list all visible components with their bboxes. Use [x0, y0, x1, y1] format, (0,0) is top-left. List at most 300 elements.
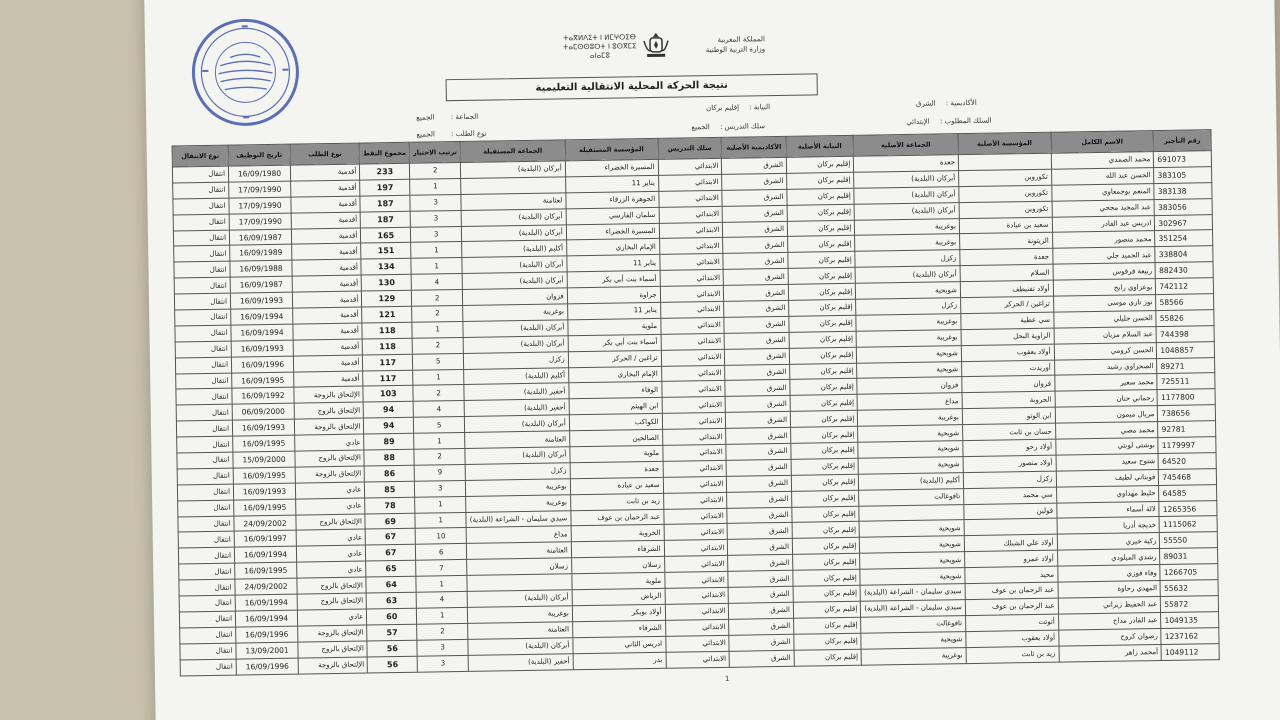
table-cell: ادريس الثاني [573, 636, 666, 653]
table-cell: أكليم (البلدية) [462, 240, 567, 258]
table-cell: انتقال [173, 182, 229, 199]
table-cell: إقليم بركان [787, 220, 855, 237]
table-cell: انتقال [178, 516, 234, 533]
table-cell: الشرق [725, 380, 790, 397]
table-cell: الإلتحاق بالزوج [295, 450, 365, 467]
table-cell: 3 [417, 655, 468, 672]
table-cell [859, 504, 964, 522]
table-cell: 16/09/1994 [231, 324, 293, 341]
teaching-level-label: سلك التدريس : [719, 122, 766, 131]
table-cell: الحسن كرومي [1054, 342, 1157, 360]
table-cell: إقليم بركان [791, 474, 859, 491]
table-cell: الابتدائي [661, 381, 725, 398]
table-cell: أبركان (البلدية) [462, 224, 567, 242]
table-cell: الابتدائي [660, 270, 724, 287]
table-cell: الإلتحاق بالزوج [298, 641, 368, 658]
table-cell: شويحية [861, 631, 966, 649]
table-cell: قولين [964, 503, 1057, 520]
table-cell: زسلان [571, 557, 664, 574]
table-cell: 2 [412, 290, 463, 307]
table-cell: 88 [364, 449, 414, 466]
table-cell: ملوية [570, 445, 663, 462]
table-cell: انتقال [175, 357, 231, 374]
table-cell: الشرق [722, 173, 787, 190]
table-cell: الحسن عبد الله [1051, 167, 1154, 185]
table-cell: 2 [413, 385, 464, 402]
column-header: الأكاديمية الأصلية [721, 136, 786, 158]
table-cell: سي محمد [963, 487, 1056, 504]
table-cell: انتقال [172, 166, 228, 183]
table-cell: ربيعة قرقوس [1053, 263, 1156, 281]
table-cell: الابتدائي [664, 571, 728, 588]
table-cell: 1 [415, 496, 466, 513]
table-cell: أبركان (البلدية) [854, 186, 959, 204]
table-cell: أبركان (البلدية) [461, 161, 566, 179]
table-cell: 1265356 [1159, 500, 1217, 517]
table-cell: الحروبة [962, 392, 1055, 409]
table-cell: أكليم (البلدية) [859, 472, 964, 490]
table-cell: إقليم بركان [789, 331, 857, 348]
table-cell: عادي [295, 434, 365, 451]
table-cell: 165 [361, 227, 411, 244]
table-cell: عادي [296, 545, 366, 562]
header-tifinagh: ⵜⴰⴳⵍⴷⵉⵜ ⵏ ⵍⵎⵖⵔⵉⴱ ⵜⴰⵎⵙⵙⵓⵔⵜ ⵏ ⵓⵙⴳⵎⵉ ⴰⵏⴰⵎⵓ [563, 33, 637, 60]
table-cell: زكية خيري [1057, 533, 1160, 551]
table-cell: محمد منصور [1052, 231, 1155, 249]
table-cell: الشرق [729, 634, 794, 651]
table-cell: إقليم بركان [787, 172, 855, 189]
table-cell: الشرق [728, 586, 793, 603]
table-cell: عادي [297, 609, 367, 626]
academy-value: الشرق [915, 99, 936, 108]
table-cell [461, 177, 566, 195]
table-cell: انتقال [177, 484, 233, 501]
table-cell: الخروبة [571, 525, 664, 542]
table-cell: سي عطية [961, 312, 1054, 329]
table-cell: تافوغالت [861, 615, 966, 633]
table-cell: الابتدائي [665, 635, 729, 652]
table-cell: زكزل [464, 351, 569, 369]
table-cell: سعيد بن عبادة [959, 217, 1052, 234]
table-cell: 16/09/1995 [233, 435, 295, 452]
table-cell: زسلان [467, 558, 572, 576]
results-table [172, 129, 1220, 676]
table-cell: عبد الرحمان بن عوف [965, 582, 1058, 599]
table-cell: انتقال [179, 579, 235, 596]
table-cell: انتقال [174, 277, 230, 294]
table-cell: بوغريبة [466, 479, 571, 497]
table-cell: الشرق [726, 459, 791, 476]
table-cell: انتقال [180, 627, 236, 644]
column-header: تاريخ التوظيف [228, 144, 290, 166]
table-cell: عبد القادر مداح [1058, 612, 1161, 630]
table-cell: 117 [363, 370, 413, 387]
table-cell: 16/09/1993 [230, 292, 292, 309]
table-cell: إقليم بركان [790, 411, 858, 428]
table-cell: شويحية [857, 361, 962, 379]
commune-label: الجماعة : [450, 112, 479, 122]
table-cell: 16/09/1995 [234, 499, 296, 516]
table-cell: 1 [413, 369, 464, 386]
table-cell: بوغريبة [855, 234, 960, 252]
table-cell: تافوغالت [859, 488, 964, 506]
table-cell: شويحية [857, 345, 962, 363]
table-cell: 13/09/2001 [236, 642, 298, 659]
table-cell: 55550 [1160, 532, 1218, 549]
column-header: سلك التدريس [658, 137, 722, 159]
table-cell: 06/09/2000 [232, 403, 294, 420]
commune-field [416, 113, 478, 122]
table-cell: 16/09/1980 [228, 165, 290, 182]
table-cell: الإلتحاق بالزوج [296, 514, 366, 531]
table-cell: 16/09/1994 [234, 546, 296, 563]
table-cell: الابتدائي [658, 174, 722, 191]
table-cell: محمد الصمدي [1051, 152, 1154, 170]
table-cell: إقليم بركان [793, 601, 861, 618]
table-cell: الوفاء [569, 382, 662, 399]
table-cell: شويحية [859, 520, 964, 538]
table-cell: 2 [410, 162, 461, 179]
table-cell: 738656 [1158, 405, 1216, 422]
table-cell: إقليم بركان [787, 204, 855, 221]
table-cell: الإلتحاق بالزوج [297, 577, 367, 594]
table-cell: انتقال [176, 420, 232, 437]
table-cell: 16/09/1988 [230, 260, 292, 277]
table-cell: 94 [364, 402, 414, 419]
table-cell: 103 [363, 386, 413, 403]
table-cell: 725511 [1157, 373, 1215, 390]
table-cell: 882430 [1155, 262, 1213, 279]
table-cell: 187 [360, 195, 410, 212]
table-cell: أبركان (البلدية) [465, 447, 570, 465]
table-cell: الابتدائي [660, 285, 724, 302]
table-cell: وفاء فوزي [1057, 565, 1160, 583]
table-cell: الابتدائي [659, 254, 723, 271]
table-cell: 744398 [1156, 325, 1214, 342]
table-cell: 16/09/1995 [235, 562, 297, 579]
table-cell: 383138 [1154, 182, 1212, 199]
table-cell: إقليم بركان [788, 268, 856, 285]
table-cell: فزوان [463, 288, 568, 306]
table-cell: 1 [411, 258, 462, 275]
table-cell: إقليم بركان [788, 236, 856, 253]
table-cell: حسان بن ثابت [962, 423, 1055, 440]
table-cell: رشدي الميلودي [1057, 549, 1160, 567]
table-cell: انتقال [176, 373, 232, 390]
table-cell: أبركان (البلدية) [461, 208, 566, 226]
table-cell [467, 574, 572, 592]
table-cell: 55826 [1156, 310, 1214, 327]
table-cell: 742112 [1156, 278, 1214, 295]
table-cell: انتقال [178, 500, 234, 517]
table-cell: 1048857 [1157, 341, 1215, 358]
table-cell: إقليم بركان [792, 538, 860, 555]
table-cell: الابتدائي [665, 619, 729, 636]
table-cell: الشرق [729, 650, 794, 667]
table-cell: 4 [411, 274, 462, 291]
table-cell: 197 [360, 179, 410, 196]
table-cell: انتقال [177, 436, 233, 453]
table-cell [958, 153, 1051, 170]
table-cell: أولاد يعقوب [966, 630, 1059, 647]
table-cell: 3 [417, 639, 468, 656]
academy-label: الأكاديمية : [945, 98, 977, 108]
table-cell: الابتدائي [665, 587, 729, 604]
table-cell: الابتدائي [664, 524, 728, 541]
table-cell: 1179997 [1158, 437, 1216, 454]
table-cell: 67 [366, 529, 416, 546]
table-cell: عبد الحفيظ زيراني [1058, 596, 1161, 614]
table-cell: أحفير (البلدية) [464, 383, 569, 401]
table-cell: 16/09/1997 [234, 531, 296, 548]
table-cell: 5 [414, 417, 465, 434]
table-cell: 64 [366, 576, 416, 593]
table-cell: بوغريبة [855, 218, 960, 236]
table-cell: إقليم بركان [793, 585, 861, 602]
table-cell: الزيتونة [959, 233, 1052, 250]
table-cell: الشرق [722, 205, 787, 222]
table-cell: 4 [416, 591, 467, 608]
table-cell: 1177800 [1157, 389, 1215, 406]
table-cell: أسماء بنت أبي بكر [567, 271, 660, 288]
table-cell: انتقال [177, 452, 233, 469]
table-cell: أحفير (البلدية) [464, 399, 569, 417]
table-cell: الشرق [724, 284, 789, 301]
table-cell: ابن الوتو [962, 407, 1055, 424]
table-cell: انتقال [173, 214, 229, 231]
table-cell: انتقال [175, 309, 231, 326]
table-cell: الابتدائي [661, 365, 725, 382]
table-cell: أحفير (البلدية) [468, 653, 573, 671]
table-cell: أقدمية [292, 291, 362, 308]
table-cell: انتقال [180, 659, 236, 676]
table-cell: 118 [362, 322, 412, 339]
request-type-value: الجميع [416, 130, 435, 139]
table-cell: الابتدائي [661, 333, 725, 350]
table-cell: أسماء بنت أبي بكر [568, 334, 661, 351]
table-cell: شويحية [860, 568, 965, 586]
table-cell: انتقال [179, 595, 235, 612]
table-cell: إقليم بركان [793, 554, 861, 571]
table-cell: عبد الحميد جلي [1052, 247, 1155, 265]
table-cell: الشرفاء [571, 541, 664, 558]
column-header: الاسم الكامل [1051, 131, 1154, 154]
table-cell: انتقال [174, 246, 230, 263]
table-cell: عادي [295, 482, 365, 499]
column-header: رقم التأجير [1153, 130, 1211, 152]
printed-page [144, 0, 1280, 720]
table-cell: أقدمية [293, 307, 363, 324]
table-cell: 2 [417, 623, 468, 640]
table-cell: 3 [415, 480, 466, 497]
table-cell: 69 [365, 513, 415, 530]
table-cell: إقليم بركان [786, 156, 854, 173]
table-cell: انتقال [175, 341, 231, 358]
table-cell: 383105 [1154, 167, 1212, 184]
table-cell: خديجة أدريا [1057, 517, 1160, 535]
commune-value: الجميع [416, 113, 435, 122]
table-cell: عبد السلام مزيان [1054, 326, 1157, 344]
delegation-field [706, 103, 770, 112]
table-cell: بوغريبة [468, 606, 573, 624]
table-cell: أقدمية [291, 228, 361, 245]
table-cell: الابتدائي [663, 508, 727, 525]
table-cell: سعيد بن عبادة [570, 477, 663, 494]
table-cell: الصحراوي رشيد [1054, 358, 1157, 376]
table-cell: المنعم بوجمعاوي [1051, 183, 1154, 201]
table-cell: جراوة [567, 286, 660, 303]
table-cell: 1 [411, 242, 462, 259]
table-cell: انتقال [179, 611, 235, 628]
table-cell: الإلتحاق بالزوجة [294, 418, 364, 435]
table-cell: إقليم بركان [791, 426, 859, 443]
table-cell: 745468 [1159, 468, 1217, 485]
table-cell: أقدمية [292, 243, 362, 260]
table-cell: 1 [410, 178, 461, 195]
table-cell: 7 [416, 560, 467, 577]
required-level-field [906, 117, 992, 126]
table-cell: ادريس عبد القادر [1052, 215, 1155, 233]
table-cell: سيدي سليمان - الشراعة (البلدية) [466, 510, 571, 528]
table-cell: الصالحين [569, 429, 662, 446]
table-cell: أبركان (البلدية) [854, 171, 959, 189]
table-cell: 1 [412, 321, 463, 338]
table-cell: جعدة [960, 249, 1053, 266]
table-cell: لالة أسماء [1056, 501, 1159, 519]
table-cell: إقليم بركان [794, 649, 862, 666]
table-cell: ملوية [568, 318, 661, 335]
table-cell: إقليم بركان [792, 506, 860, 523]
table-cell: أولاد تفنيطف [960, 280, 1053, 297]
table-cell: 58566 [1156, 294, 1214, 311]
table-cell: 64520 [1158, 453, 1216, 470]
table-cell: 86 [365, 465, 415, 482]
table-cell: 89271 [1157, 357, 1215, 374]
teaching-level-value: الجميع [691, 123, 710, 132]
table-cell: 117 [363, 354, 413, 371]
table-cell: إقليم بركان [794, 633, 862, 650]
table-cell: سلمان الفارسي [566, 207, 659, 224]
table-cell: الشرق [725, 396, 790, 413]
table-cell: محيد [965, 566, 1058, 583]
table-cell: فزوان [857, 377, 962, 395]
table-cell: 16/09/1996 [236, 658, 298, 675]
page-number: 1 [724, 674, 730, 683]
table-cell: رحماني حنان [1055, 390, 1158, 408]
table-cell: الابتدائي [660, 317, 724, 334]
table-cell: الشرق [729, 618, 794, 635]
table-cell: إقليم بركان [788, 283, 856, 300]
table-cell: الشرق [724, 332, 789, 349]
table-cell: أقدمية [292, 275, 362, 292]
table-cell: الشرق [724, 316, 789, 333]
table-cell: الابتدائي [658, 158, 722, 175]
table-cell: أولاد بوبكر [572, 604, 665, 621]
table-cell: أقدمية [291, 212, 361, 229]
table-cell: يناير 11 [567, 302, 660, 319]
table-cell: ابن الهيثم [569, 398, 662, 415]
table-cell: إقليم بركان [791, 442, 859, 459]
table-cell: الزاوية البحل [961, 328, 1054, 345]
table-cell: شويحية [860, 552, 965, 570]
table-cell: شويحية [856, 282, 961, 300]
table-cell: أولاد منصور [963, 455, 1056, 472]
table-cell: إقليم بركان [789, 315, 857, 332]
table-cell: 94 [364, 417, 414, 434]
table-cell: إقليم بركان [790, 395, 858, 412]
table-cell: 17/09/1990 [229, 213, 291, 230]
table-cell: مداغ [857, 393, 962, 411]
table-cell: بوغريبة [463, 304, 568, 322]
table-cell: انتقال [177, 468, 233, 485]
table-cell: 1 [415, 512, 466, 529]
table-cell: 16/09/1994 [235, 610, 297, 627]
table-cell: 56 [367, 640, 417, 657]
table-cell: الشرق [725, 364, 790, 381]
table-cell: إقليم بركان [787, 188, 855, 205]
table-cell: 16/09/1995 [232, 372, 294, 389]
table-cell: تكوروين [959, 185, 1052, 202]
table-cell: الشرق [727, 523, 792, 540]
table-cell: ملوية [572, 572, 665, 589]
table-cell: الإلتحاق بالزوج [297, 593, 367, 610]
table-cell: شويحية [858, 457, 963, 475]
table-cell: محمد مصي [1055, 422, 1158, 440]
table-cell: رضوان كروح [1058, 628, 1161, 646]
table-cell: 16/09/1994 [235, 594, 297, 611]
coat-of-arms-icon [641, 31, 671, 61]
column-header: الجماعة المستقبلة [460, 140, 565, 163]
table-cell: أوريدت [961, 360, 1054, 377]
table-cell: عادي [296, 529, 366, 546]
column-header: نوع الطلب [290, 143, 360, 165]
column-header: المؤسسة الأصلية [958, 132, 1051, 154]
table-cell: أولاد رحو [963, 439, 1056, 456]
table-cell: الابتدائي [659, 206, 723, 223]
table-cell: زكزل [855, 250, 960, 268]
table-cell: 16/09/1993 [232, 419, 294, 436]
kingdom-label: المملكة المغربية [717, 35, 766, 44]
table-cell: 351254 [1155, 230, 1213, 247]
table-cell: بوغريبة [856, 329, 961, 347]
table-cell: 16/09/1996 [231, 356, 293, 373]
table-cell: 16/09/1995 [233, 467, 295, 484]
table-cell: 2 [412, 305, 463, 322]
table-cell: الإلتحاق بالزوجة [298, 625, 368, 642]
table-cell: الابتدائي [662, 397, 726, 414]
teaching-level-field [691, 122, 765, 131]
table-cell: جعدة [570, 461, 663, 478]
table-cell: 16/09/1992 [232, 388, 294, 405]
table-cell: 1115062 [1159, 516, 1217, 533]
table-cell: الإمام البخاري [566, 239, 659, 256]
table-cell: شويحية [860, 536, 965, 554]
table-cell: 691073 [1154, 151, 1212, 168]
table-cell: أقدمية [290, 164, 360, 181]
document-title: نتيجة الحركة المحلية الانتقالية التعليمية [446, 73, 818, 101]
table-cell: الشرق [725, 348, 790, 365]
table-cell: أقدمية [291, 180, 361, 197]
table-cell: الإلتحاق بالزوج [294, 402, 364, 419]
table-cell: 85 [365, 481, 415, 498]
table-cell: فوبتاني لطيف [1056, 469, 1159, 487]
table-cell: الابتدائي [664, 556, 728, 573]
table-cell: انتقال [176, 404, 232, 421]
table-cell: أولاد يعقوب [961, 344, 1054, 361]
table-cell: 1266705 [1160, 564, 1218, 581]
table-cell: الشرق [724, 300, 789, 317]
table-cell: الشرق [726, 427, 791, 444]
